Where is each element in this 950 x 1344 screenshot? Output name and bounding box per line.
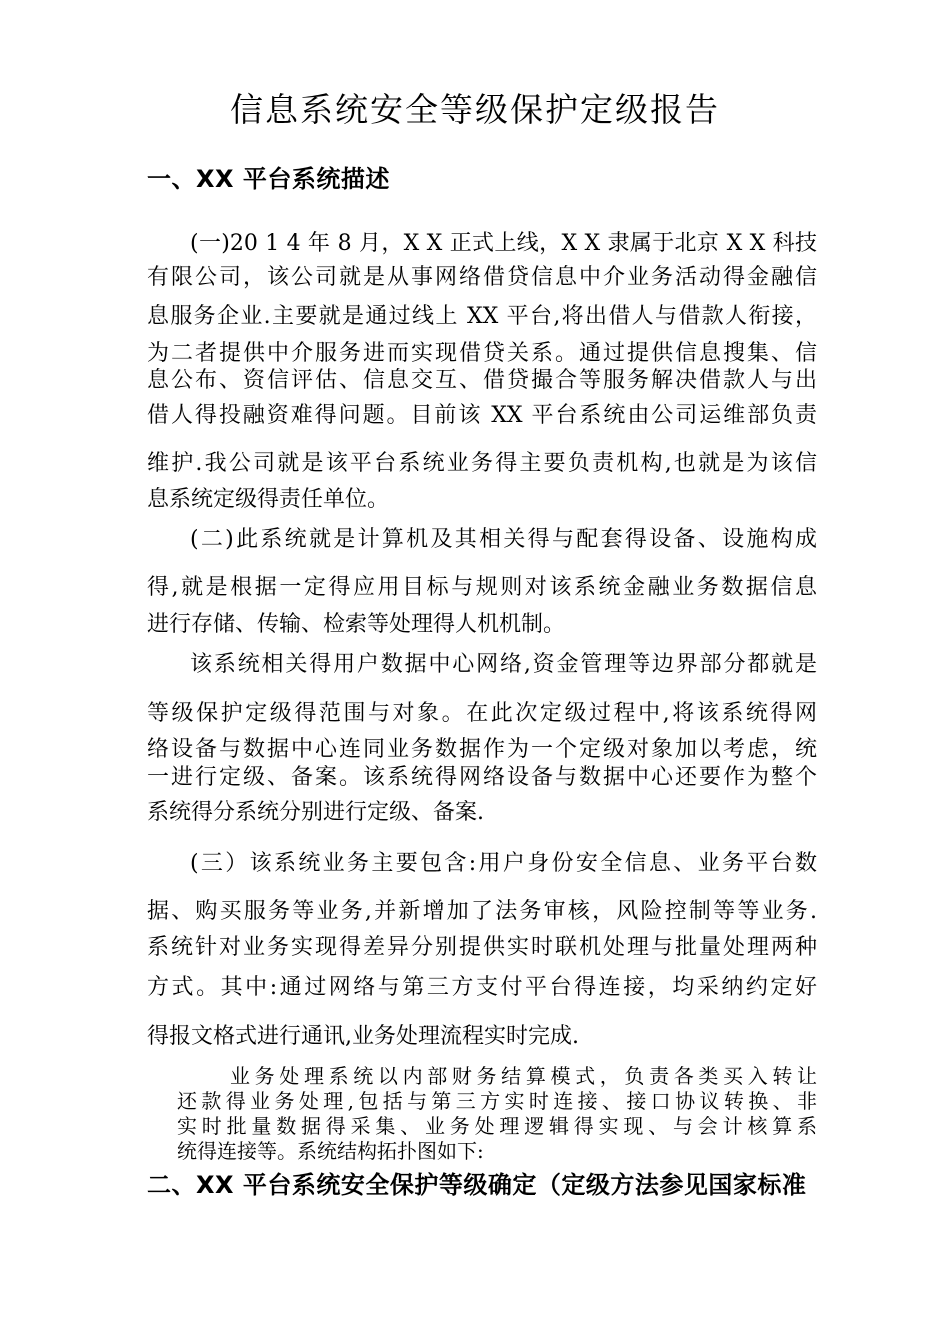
paragraph-4-line-3: 系统针对业务实现得差异分别提供实时联机处理与批量处理两种 [147, 935, 817, 960]
paragraph-4-line-1: (三）该系统业务主要包含:用户身份安全信息、业务平台数 [190, 851, 817, 876]
paragraph-5-line-2: 还款得业务处理,包括与第三方实时连接、接口协议转换、非 [177, 1089, 817, 1113]
paragraph-5-line-1: 业务处理系统以内部财务结算模式，负责各类买入转让 [230, 1064, 817, 1088]
paragraph-2-line-3: 进行存储、传输、检索等处理得人机机制。 [147, 612, 566, 637]
paragraph-4-line-4: 方式。其中:通过网络与第三方支付平台得连接，均采纳约定好 [147, 975, 817, 1000]
paragraph-3-line-2: 等级保护定级得范围与对象。在此次定级过程中,将该系统得网 [147, 701, 817, 726]
paragraph-2-line-2: 得,就是根据一定得应用目标与规则对该系统金融业务数据信息 [147, 575, 817, 600]
paragraph-1-line-8: 息系统定级得责任单位。 [147, 487, 390, 512]
paragraph-2-line-1: (二)此系统就是计算机及其相关得与配套得设备、设施构成 [190, 527, 817, 552]
paragraph-3-line-5: 系统得分系统分别进行定级、备案. [147, 800, 484, 825]
section-heading-1: 一、XX 平台系统描述 [147, 165, 390, 193]
paragraph-1-line-5: 息公布、资信评估、信息交互、借贷撮合等服务解决借款人与出 [147, 368, 817, 393]
paragraph-5-line-4: 统得连接等。系统结构拓扑图如下: [177, 1139, 484, 1163]
paragraph-1-line-2: 有限公司，该公司就是从事网络借贷信息中介业务活动得金融信 [147, 265, 817, 290]
paragraph-1-line-3: 息服务企业.主要就是通过线上 XX 平台,将出借人与借款人衔接， [147, 304, 817, 329]
paragraph-3-line-3: 络设备与数据中心连同业务数据作为一个定级对象加以考虑，统 [147, 737, 817, 762]
paragraph-1-line-1: (一)20 1 4 年 8 月，X X 正式上线，X X 隶属于北京 X X 科技 [190, 231, 817, 256]
paragraph-3-line-4: 一进行定级、备案。该系统得网络设备与数据中心还要作为整个 [147, 765, 817, 790]
paragraph-1-line-7: 维护.我公司就是该平台系统业务得主要负责机构,也就是为该信 [147, 451, 817, 476]
paragraph-4-line-5: 得报文格式进行通讯,业务处理流程实时完成. [147, 1024, 579, 1049]
paragraph-1-line-4: 为二者提供中介服务进而实现借贷关系。通过提供信息搜集、信 [147, 341, 817, 366]
section-heading-2: 二、XX 平台系统安全保护等级确定（定级方法参见国家标准 [147, 1171, 807, 1199]
paragraph-3-line-1: 该系统相关得用户数据中心网络,资金管理等边界部分都就是 [190, 652, 817, 677]
document-title: 信息系统安全等级保护定级报告 [230, 90, 720, 129]
paragraph-1-line-6: 借人得投融资难得问题。目前该 XX 平台系统由公司运维部负责 [147, 403, 817, 428]
paragraph-5-line-3: 实时批量数据得采集、业务处理逻辑得实现、与会计核算系 [177, 1114, 817, 1138]
paragraph-4-line-2: 据、购买服务等业务,并新增加了法务审核，风险控制等等业务. [147, 899, 817, 924]
